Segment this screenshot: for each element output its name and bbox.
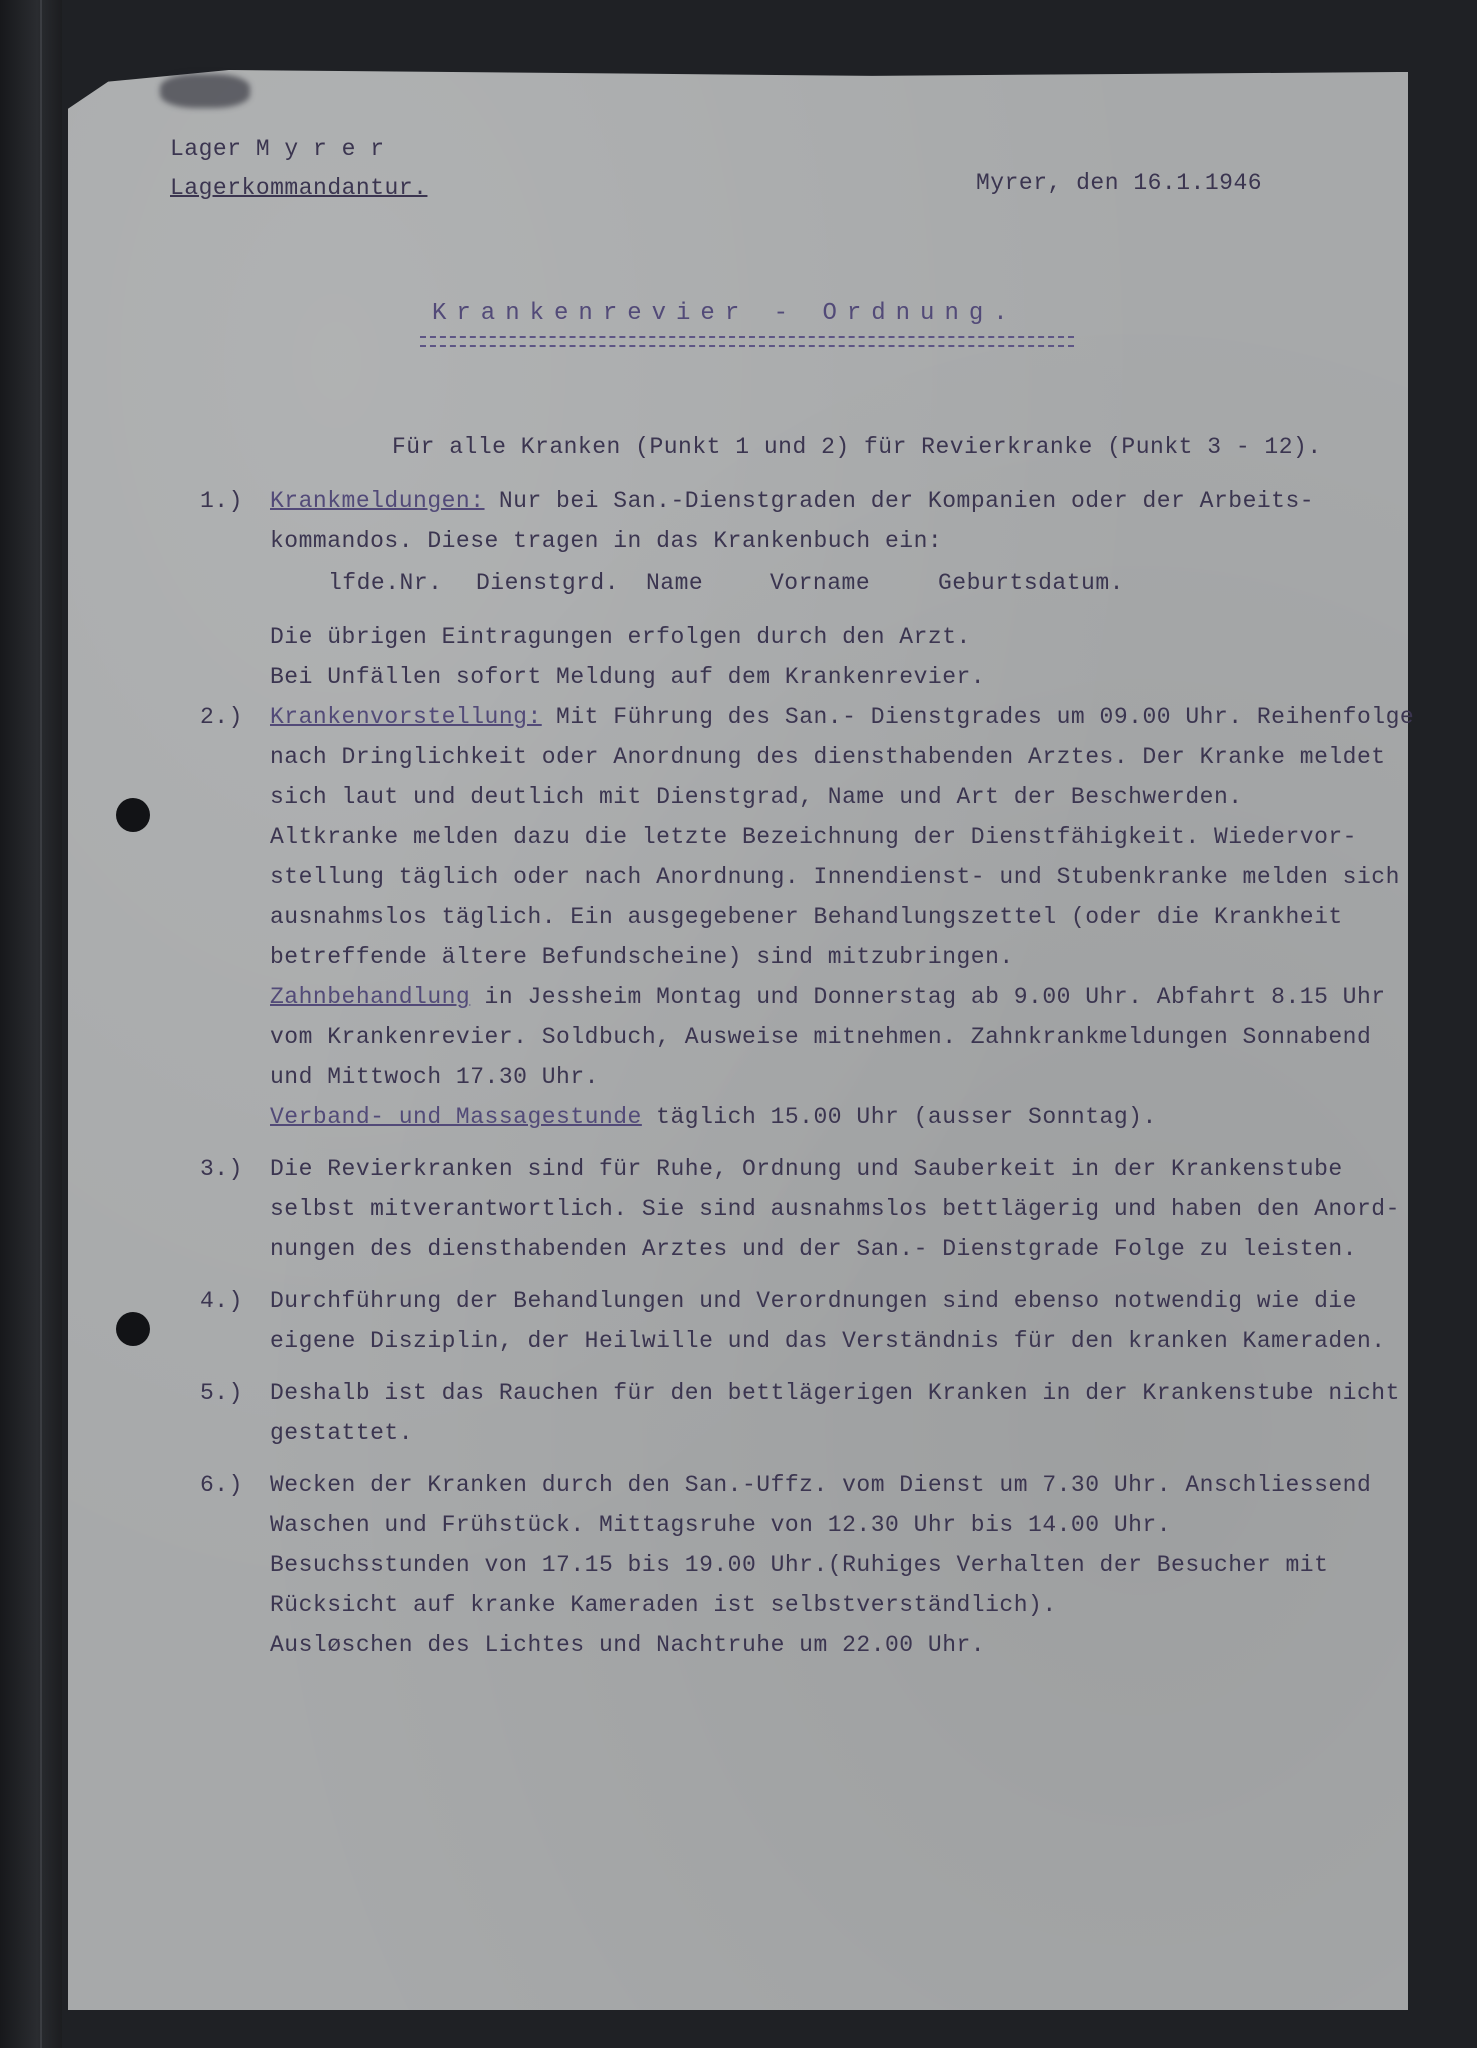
item-number: 2.): [200, 704, 243, 730]
item-line: [270, 1106, 1157, 1129]
field-dienstgrad: Dienstgrd.: [476, 570, 620, 596]
item-number: 3.): [200, 1156, 243, 1182]
ink-blot: [160, 74, 250, 108]
place-date: Myrer, den 16.1.1946: [976, 170, 1263, 196]
item-text: Mit Führung des San.- Dienstgrades um 09.00 Uhr. Reihenfolge: [541, 704, 1415, 730]
field-lfde-nr: lfde.Nr.: [328, 570, 443, 596]
item-line: selbst mitverantwortlich. Sie sind ausnahmslos bettlägerig und haben den Anord-: [270, 1196, 1400, 1222]
item-line: Deshalb ist das Rauchen für den bettlägerigen Kranken in der Krankenstube nicht: [270, 1380, 1400, 1406]
item-line: Waschen und Frühstück. Mittagsruhe von 12.30 Uhr bis 14.00 Uhr.: [270, 1512, 1172, 1538]
item-number: 6.): [200, 1472, 243, 1498]
item-line: [270, 490, 1314, 513]
item-line: nach Dringlichkeit oder Anordnung des diensthabenden Arztes. Der Kranke meldet: [270, 744, 1386, 770]
field-geburtsdatum: Geburtsdatum.: [938, 570, 1124, 596]
item-line: Besuchsstunden von 17.15 bis 19.00 Uhr.(Ruhiges Verhalten der Besucher mit: [270, 1552, 1329, 1578]
item-line: gestattet.: [270, 1420, 414, 1446]
item-heading: Verband- und Massagestunde: [270, 1104, 642, 1130]
item-line: Altkranke melden dazu die letzte Bezeichnung der Dienstfähigkeit. Wiedervor-: [270, 824, 1357, 850]
title-double-rule: [420, 336, 1074, 347]
item-text: in Jessheim Montag und Donnerstag ab 9.00 Uhr. Abfahrt 8.15 Uhr: [470, 984, 1386, 1010]
punch-hole: [116, 798, 150, 832]
item-heading: Krankenvorstellung:: [270, 704, 542, 730]
item-line: nungen des diensthabenden Arztes und der San.- Dienstgrade Folge zu leisten.: [270, 1236, 1357, 1262]
punch-hole: [116, 1312, 150, 1346]
item-line: Die Revierkranken sind für Ruhe, Ordnung und Sauberkeit in der Krankenstube: [270, 1156, 1343, 1182]
field-vorname: Vorname: [770, 570, 871, 596]
binder-edge: [40, 0, 42, 2048]
office-name: Lagerkommandantur.: [170, 175, 428, 201]
binder-spine: [0, 0, 62, 2048]
item-line: Durchführung der Behandlungen und Verordnungen sind ebenso notwendig wie die: [270, 1288, 1357, 1314]
item-line: betreffende ältere Befundscheine) sind mitzubringen.: [270, 944, 1014, 970]
item-number: 5.): [200, 1380, 243, 1406]
item-line: Ausløschen des Lichtes und Nachtruhe um 22.00 Uhr.: [270, 1632, 986, 1658]
item-line: Rücksicht auf kranke Kameraden ist selbstverständlich).: [270, 1592, 1057, 1618]
intro-line: Für alle Kranken (Punkt 1 und 2) für Revierkranke (Punkt 3 - 12).: [392, 434, 1322, 460]
field-name: Name: [646, 570, 704, 596]
item-line: Die übrigen Eintragungen erfolgen durch den Arzt.: [270, 624, 971, 650]
item-line: vom Krankenrevier. Soldbuch, Ausweise mitnehmen. Zahnkrankmeldungen Sonnabend: [270, 1024, 1372, 1050]
item-line: sich laut und deutlich mit Dienstgrad, Name und Art der Beschwerden.: [270, 784, 1243, 810]
item-line: eigene Disziplin, der Heilwille und das Verständnis für den kranken Kameraden.: [270, 1328, 1386, 1354]
item-line: Wecken der Kranken durch den San.-Uffz. vom Dienst um 7.30 Uhr. Anschliessend: [270, 1472, 1372, 1498]
item-line: Bei Unfällen sofort Meldung auf dem Krankenrevier.: [270, 664, 986, 690]
item-heading: Krankmeldungen:: [270, 488, 485, 514]
item-text: täglich 15.00 Uhr (ausser Sonntag).: [641, 1104, 1157, 1130]
document-title: Krankenrevier - Ordnung.: [432, 300, 1018, 327]
item-line: [270, 706, 1414, 729]
item-heading: Zahnbehandlung: [270, 984, 471, 1010]
item-line: [270, 986, 1386, 1009]
item-number: 4.): [200, 1288, 243, 1314]
item-number: 1.): [200, 488, 243, 514]
camp-name: Lager M y r e r: [170, 136, 385, 162]
item-line: und Mittwoch 17.30 Uhr.: [270, 1064, 599, 1090]
item-line: stellung täglich oder nach Anordnung. Innendienst- und Stubenkranke melden sich: [270, 864, 1400, 890]
item-line: kommandos. Diese tragen in das Krankenbuch ein:: [270, 528, 943, 554]
item-text: Nur bei San.-Dienstgraden der Kompanien oder der Arbeits-: [484, 488, 1315, 514]
item-line: ausnahmslos täglich. Ein ausgegebener Behandlungszettel (oder die Krankheit: [270, 904, 1343, 930]
